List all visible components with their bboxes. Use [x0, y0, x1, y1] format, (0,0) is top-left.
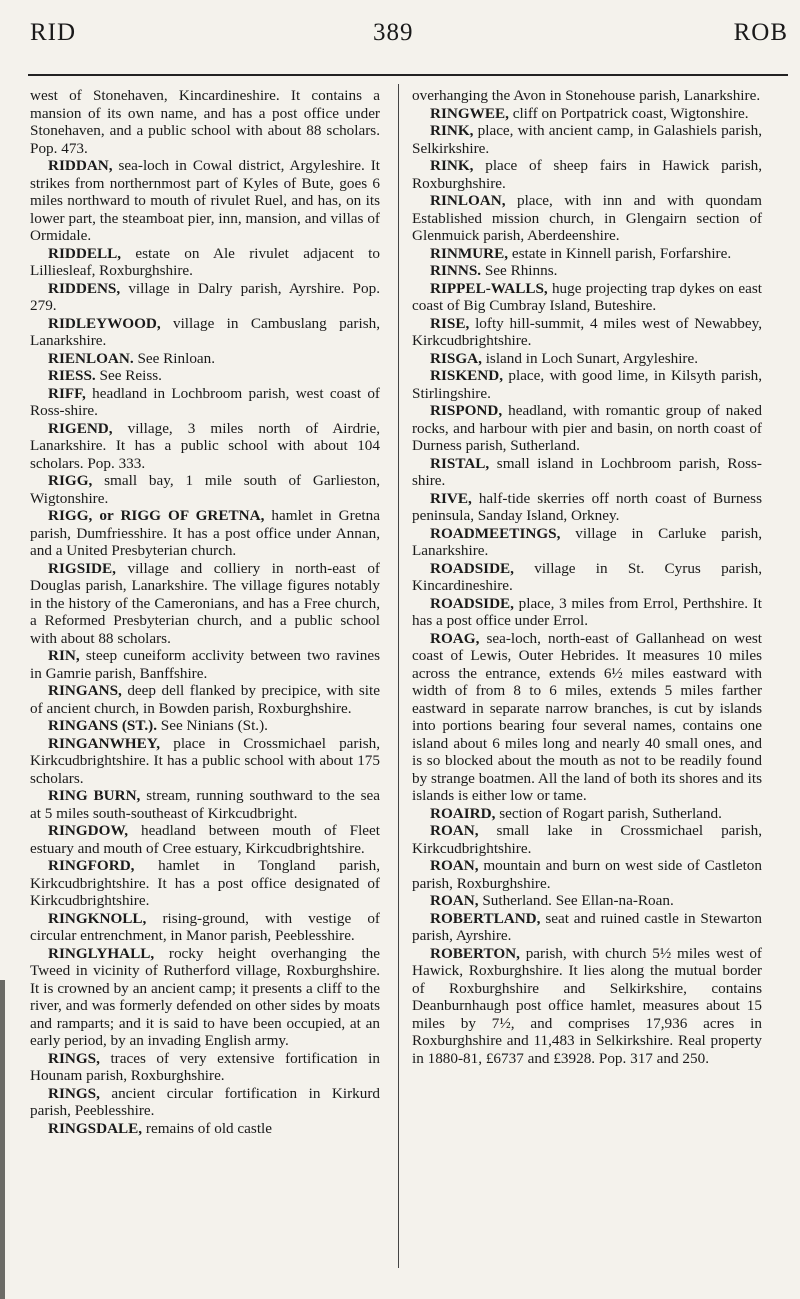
entry-text: half-tide skerries off north coast of Burness peninsula, Sanday Island, Orkney. — [412, 489, 762, 524]
right-column — [412, 87, 762, 1067]
entry-text: village in Carluke parish, Lanarkshire. — [412, 524, 762, 559]
gazetteer-entry — [30, 735, 380, 788]
gazetteer-entry — [30, 910, 380, 945]
entry-text: estate on Ale rivulet adjacent to Lilliesleaf, Roxburghshire. — [30, 244, 380, 279]
entry-text: headland between mouth of Fleet estuary and mouth of Cree estuary, Kirkcudbrightshire. — [30, 822, 380, 857]
entry-text: west of Stonehaven, Kincardineshire. It contains a mansion of its own name, and has a post office under Stonehaven, and a public school with about 88 scholars. Pop. 473. — [30, 87, 380, 157]
entry-headword: RIVE, — [430, 489, 472, 507]
entry-text: huge projecting trap dykes on east coast of Big Cumbray Island, Buteshire. — [412, 279, 762, 314]
entry-text: rocky height overhanging the Tweed in vicinity of Rutherford village, Roxburghshire. It is crowned by an ancient camp; it presents a cliff to the river, and was formerly defended on other sides by moats and ramparts; and it is said to have been occupied, at an early period, by an invading English army. — [30, 944, 380, 1049]
entry-headword: RIN, — [48, 647, 80, 664]
entry-text: village and colliery in north-east of Douglas parish, Lanarkshire. The village figures notably in the history of the Cameronians, and has a Free church, a Reformed Presbyterian church, and a public school with about 88 scholars. — [30, 559, 380, 647]
entry-headword: RINK, — [430, 157, 474, 174]
entry-text: small lake in Crossmichael parish, Kirkcudbrightshire. — [412, 822, 762, 857]
gazetteer-entry — [412, 157, 762, 192]
gazetteer-entry — [30, 245, 380, 280]
gazetteer-entry — [30, 787, 380, 822]
gazetteer-entry — [30, 1120, 380, 1138]
entry-headword: RIDDELL, — [48, 244, 122, 262]
entry-text: hamlet in Gretna parish, Dumfriesshire. It has a post office under Annan, and a United Presbyterian church. — [30, 507, 380, 559]
gazetteer-entry — [412, 525, 762, 560]
entry-text: hamlet in Tongland parish, Kirkcudbrightshire. It has a post office designated of Kirkcudbrightshire. — [30, 857, 380, 909]
entry-headword: RINGS, — [48, 1084, 100, 1102]
gazetteer-entry — [412, 490, 762, 525]
entry-text: rising-ground, with vestige of circular entrenchment, in Manor parish, Peeblesshire. — [30, 909, 380, 944]
page-header — [30, 0, 788, 72]
entry-text: steep cuneiform acclivity between two ravines in Gamrie parish, Banffshire. — [30, 647, 380, 682]
gazetteer-entry — [30, 945, 380, 1050]
entry-text: ancient circular fortification in Kirkurd parish, Peeblesshire. — [30, 1084, 380, 1119]
gazetteer-entry — [30, 717, 380, 735]
gazetteer-entry — [30, 350, 380, 368]
entry-text: traces of very extensive fortification in Hounam parish, Roxburghshire. — [30, 1049, 380, 1084]
gazetteer-entry — [30, 1050, 380, 1085]
entry-headword: RIDDAN, — [48, 157, 113, 174]
entry-headword: RISKEND, — [430, 367, 504, 384]
entry-headword: ROADSIDE, — [430, 594, 514, 612]
gazetteer-entry — [412, 87, 762, 105]
gazetteer-entry — [412, 455, 762, 490]
gazetteer-entry — [30, 1085, 380, 1120]
gazetteer-entry — [412, 892, 762, 910]
entry-headword: RIGG, or RIGG OF GRETNA, — [48, 507, 265, 524]
entry-text: village in Cambuslang parish, Lanarkshire. — [30, 314, 380, 349]
entry-text: small bay, 1 mile south of Garlieston, Wigtonshire. — [30, 472, 380, 507]
gazetteer-entry — [30, 315, 380, 350]
gazetteer-entry — [30, 87, 380, 157]
entry-text: mountain and burn on west side of Castleton parish, Roxburghshire. — [412, 857, 762, 892]
gazetteer-entry — [412, 805, 762, 823]
gazetteer-entry — [412, 630, 762, 805]
entry-headword: RINGFORD, — [48, 857, 135, 874]
entry-headword: ROAG, — [430, 629, 480, 647]
entry-text: place, 3 miles from Errol, Perthshire. It has a post office under Errol. — [412, 594, 762, 629]
gazetteer-entry — [412, 122, 762, 157]
gazetteer-entry — [30, 472, 380, 507]
entry-headword: RINGANS (ST.). — [48, 717, 157, 734]
entry-text: stream, running southward to the sea at 5 miles south-southeast of Kirkcudbright. — [30, 787, 380, 822]
gazetteer-entry — [412, 245, 762, 263]
entry-text: See Reiss. — [95, 367, 162, 384]
gazetteer-entry — [30, 385, 380, 420]
left-column — [30, 87, 380, 1137]
entry-text: place, with ancient camp, in Galashiels parish, Selkirkshire. — [412, 122, 762, 157]
entry-text: place, with inn and with quondam Established mission church, in Glengairn section of Glenmuick parish, Aberdeenshire. — [412, 192, 762, 244]
entry-text: See Rinloan. — [133, 349, 216, 367]
gazetteer-entry — [412, 105, 762, 123]
gazetteer-entry — [30, 420, 380, 473]
gazetteer-entry — [30, 822, 380, 857]
entry-headword: RINGLYHALL, — [48, 944, 155, 962]
column-divider — [398, 84, 399, 1268]
entry-headword: ROAIRD, — [430, 804, 496, 822]
entry-headword: RISGA, — [430, 349, 482, 367]
entry-text: section of Rogart parish, Sutherland. — [495, 804, 722, 822]
entry-text: headland, with romantic group of naked rocks, and harbour with pier and basin, on north coast of Durness parish, Sutherland. — [412, 402, 762, 454]
entry-text: place, with good lime, in Kilsyth parish, Stirlingshire. — [412, 367, 762, 402]
gazetteer-entry — [30, 560, 380, 648]
entry-headword: RIESS. — [48, 367, 96, 384]
gazetteer-entry — [30, 507, 380, 560]
entry-headword: RISE, — [430, 314, 470, 332]
entry-headword: ROAN, — [430, 892, 479, 909]
entry-headword: ROADSIDE, — [430, 559, 514, 577]
header-right-guideword: ROB — [733, 19, 788, 46]
entry-text: See Ninians (St.). — [157, 717, 268, 734]
entry-text: village, 3 miles north of Airdrie, Lanarkshire. It has a public school with about 104 scholars. Pop. 333. — [30, 419, 380, 472]
entry-headword: RIPPEL-WALLS, — [430, 279, 548, 297]
entry-text: village in Dalry parish, Ayrshire. Pop. 279. — [30, 279, 380, 314]
gazetteer-entry — [412, 857, 762, 892]
header-left-guideword: RID — [30, 19, 77, 46]
gazetteer-entry — [30, 367, 380, 385]
entry-text: See Rhinns. — [481, 262, 558, 279]
entry-headword: RINGWEE, — [430, 104, 509, 122]
page-number: 389 — [373, 19, 414, 46]
entry-headword: ROBERTLAND, — [430, 909, 541, 927]
entry-headword: RIGEND, — [48, 419, 113, 437]
entry-text: small island in Lochbroom parish, Ross-shire. — [412, 454, 762, 489]
entry-headword: ROADMEETINGS, — [430, 524, 561, 542]
entry-headword: RIDLEYWOOD, — [48, 314, 161, 332]
entry-text: sea-loch, north-east of Gallanhead on west coast of Lewis, Outer Hebrides. It measures 10 miles across the entrance, extends 6½ miles eastward with width of from 8 to 6 miles, extends 5 miles farther eastward in separate narrow branches, is cut by islands into portions bearing four several names, contains one island about 6 miles long and nearly 40 small ones, and is so blocked about the mouth as not to be readily found by strange boatmen. All the land of both its shores and its islands is either low or tame. — [412, 629, 762, 804]
gazetteer-entry — [30, 682, 380, 717]
entry-text: estate in Kinnell parish, Forfarshire. — [508, 244, 732, 262]
entry-text: seat and ruined castle in Stewarton parish, Ayrshire. — [412, 909, 762, 944]
gazetteer-entry — [412, 945, 762, 1068]
entry-text: headland in Lochbroom parish, west coast of Ross-shire. — [30, 384, 380, 419]
gazetteer-entry — [412, 262, 762, 280]
entry-headword: RISPOND, — [430, 402, 503, 419]
entry-headword: RIFF, — [48, 384, 86, 402]
entry-headword: RINGKNOLL, — [48, 909, 147, 927]
gazetteer-entry — [30, 647, 380, 682]
entry-headword: RIGG, — [48, 472, 93, 489]
entry-text: overhanging the Avon in Stonehouse parish, Lanarkshire. — [412, 87, 761, 104]
entry-text: Sutherland. See Ellan-na-Roan. — [478, 892, 674, 909]
entry-headword: RINGS, — [48, 1049, 100, 1067]
entry-text: village in St. Cyrus parish, Kincardineshire. — [412, 559, 762, 594]
gazetteer-entry — [412, 280, 762, 315]
entry-headword: RIENLOAN. — [48, 349, 134, 367]
entry-text: deep dell flanked by precipice, with site of ancient church, in Bowden parish, Roxburghshire. — [30, 682, 380, 717]
entry-headword: RIDDENS, — [48, 279, 121, 297]
entry-headword: RINK, — [430, 122, 474, 139]
entry-headword: RISTAL, — [430, 454, 490, 472]
entry-headword: RINGSDALE, — [48, 1119, 143, 1137]
entry-text: remains of old castle — [142, 1119, 273, 1137]
entry-text: parish, with church 5½ miles west of Hawick, Roxburghshire. It lies along the mutual border of Roxburghshire and Selkirkshire, contains Deanburnhaugh post office hamlet, measures about 15 miles by 7½, and comprises 17,936 acres in Roxburghshire and 11,483 in Selkirkshire. Real property in 1880-81, £6737 and £3928. Pop. 317 and 250. — [412, 944, 762, 1067]
entry-headword: ROBERTON, — [430, 944, 520, 962]
entry-headword: ROAN, — [430, 822, 479, 839]
entry-headword: RINGANS, — [48, 682, 122, 699]
entry-text: place of sheep fairs in Hawick parish, Roxburghshire. — [412, 157, 762, 192]
entry-text: island in Loch Sunart, Argyleshire. — [481, 349, 699, 367]
entry-headword: RINNS. — [430, 262, 482, 279]
page-edge-shadow — [0, 980, 5, 1299]
gazetteer-entry — [412, 595, 762, 630]
entry-headword: RING BURN, — [48, 787, 141, 804]
gazetteer-entry — [412, 192, 762, 245]
entry-text: sea-loch in Cowal district, Argyleshire. It strikes from northernmost part of Kyles of Bute, goes 6 miles northward to mouth of rivulet Ruel, and has, on its lower part, the steamboat pier, inn, mansion, and villas of Ormidale. — [30, 157, 380, 244]
gazetteer-entry — [412, 315, 762, 350]
gazetteer-entry — [412, 402, 762, 455]
entry-text: lofty hill-summit, 4 miles west of Newabbey, Kirkcudbrightshire. — [412, 314, 762, 349]
gazetteer-entry — [412, 350, 762, 368]
gazetteer-entry — [412, 910, 762, 945]
entry-text: place in Crossmichael parish, Kirkcudbrightshire. It has a public school with about 175 scholars. — [30, 734, 380, 787]
gazetteer-entry — [30, 857, 380, 910]
entry-headword: ROAN, — [430, 857, 479, 874]
header-rule — [28, 74, 788, 76]
gazetteer-entry — [30, 280, 380, 315]
entry-headword: RINLOAN, — [430, 192, 506, 209]
gazetteer-entry — [30, 157, 380, 245]
gazetteer-entry — [412, 560, 762, 595]
entry-headword: RINGDOW, — [48, 822, 129, 839]
gazetteer-entry — [412, 822, 762, 857]
entry-headword: RINMURE, — [430, 244, 509, 262]
entry-headword: RINGANWHEY, — [48, 734, 161, 752]
gazetteer-entry — [412, 367, 762, 402]
entry-headword: RIGSIDE, — [48, 559, 116, 577]
entry-text: cliff on Portpatrick coast, Wigtonshire. — [508, 104, 749, 122]
